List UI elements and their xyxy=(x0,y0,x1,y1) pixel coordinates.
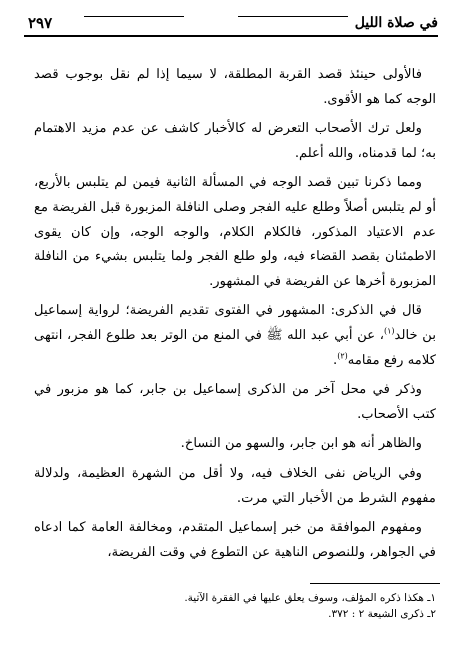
body-text xyxy=(34,63,436,570)
paragraph-text: ، عن أبي عبد الله ﷺ في المنع من الوتر بعد طلوع الفجر، انتهى كلامه رفع مقامه xyxy=(34,327,436,368)
footnote-separator xyxy=(310,583,440,584)
paragraph-text: . xyxy=(333,352,338,368)
header-rule-short-right xyxy=(238,16,348,17)
paragraph: ولعل ترك الأصحاب التعرض له كالأخبار كاشف عن عدم مزيد الاهتمام به؛ لما قدمناه، والله أعلم. xyxy=(34,121,436,161)
paragraph: والظاهر أنه هو ابن جابر، والسهو من النساخ. xyxy=(180,436,422,452)
running-title: في صلاة الليل xyxy=(354,15,438,31)
paragraph: فالأولى حينئذ قصد القربة المطلقة، لا سيما إذا لم نقل بوجوب قصد الوجه كما هو الأقوى. xyxy=(34,67,436,107)
paragraph: وفي الرياض نفى الخلاف فيه، ولا أقل من الشهرة العظيمة، ولدلالة مفهوم الشرط من الأخبار التي مرت. xyxy=(34,465,436,506)
footnote-2: ٢ـ ذكرى الشيعة ٢ : ٣٧٢. xyxy=(328,608,436,620)
paragraph: ومفهوم الموافقة من خبر إسماعيل المتقدم، ومخالفة العامة كما ادعاه في الجواهر، وللنصوص الناهية عن التطوع في وقت الفريضة، xyxy=(34,520,436,560)
paragraph: ومما ذكرنا تبين قصد الوجه في المسألة الثانية فيمن لم يتلبس بالأربع، أو لم يتلبس أصلاً وطلع عليه الفجر وصلى النافلة المزبورة قبل الفريضة مع عدم الاعتياد المذكور، فالكلام الكلام، والوجه الوجه، وإن كان يقوى الاطمئنان بقصد القضاء فيه، ولو طلع الفجر ولما يتلبس بشيء من النافلة المزبورة أخرها عن الفريضة في المشهور. xyxy=(34,175,436,289)
footnote-ref-1[interactable]: (١) xyxy=(384,326,395,336)
paragraph: وذكر في محل آخر من الذكرى إسماعيل بن جابر، كما هو مزبور في كتب الأصحاب. xyxy=(34,382,436,422)
header-rule xyxy=(24,35,438,37)
footnote-1: ١ـ هكذا ذكره المؤلف، وسوف يعلق عليها في الفقرة الآتية. xyxy=(184,592,436,604)
header-rule-short-left xyxy=(84,16,184,17)
paragraph-with-footnotes xyxy=(34,299,436,373)
page-number: ٢٩٧ xyxy=(28,14,53,32)
footnote-ref-2[interactable]: (٢) xyxy=(337,351,348,361)
paragraph-text: قال في الذكرى: المشهور في الفتوى تقديم الفريضة؛ لرواية إسماعيل بن خالد xyxy=(34,303,437,343)
footnotes xyxy=(34,590,436,622)
